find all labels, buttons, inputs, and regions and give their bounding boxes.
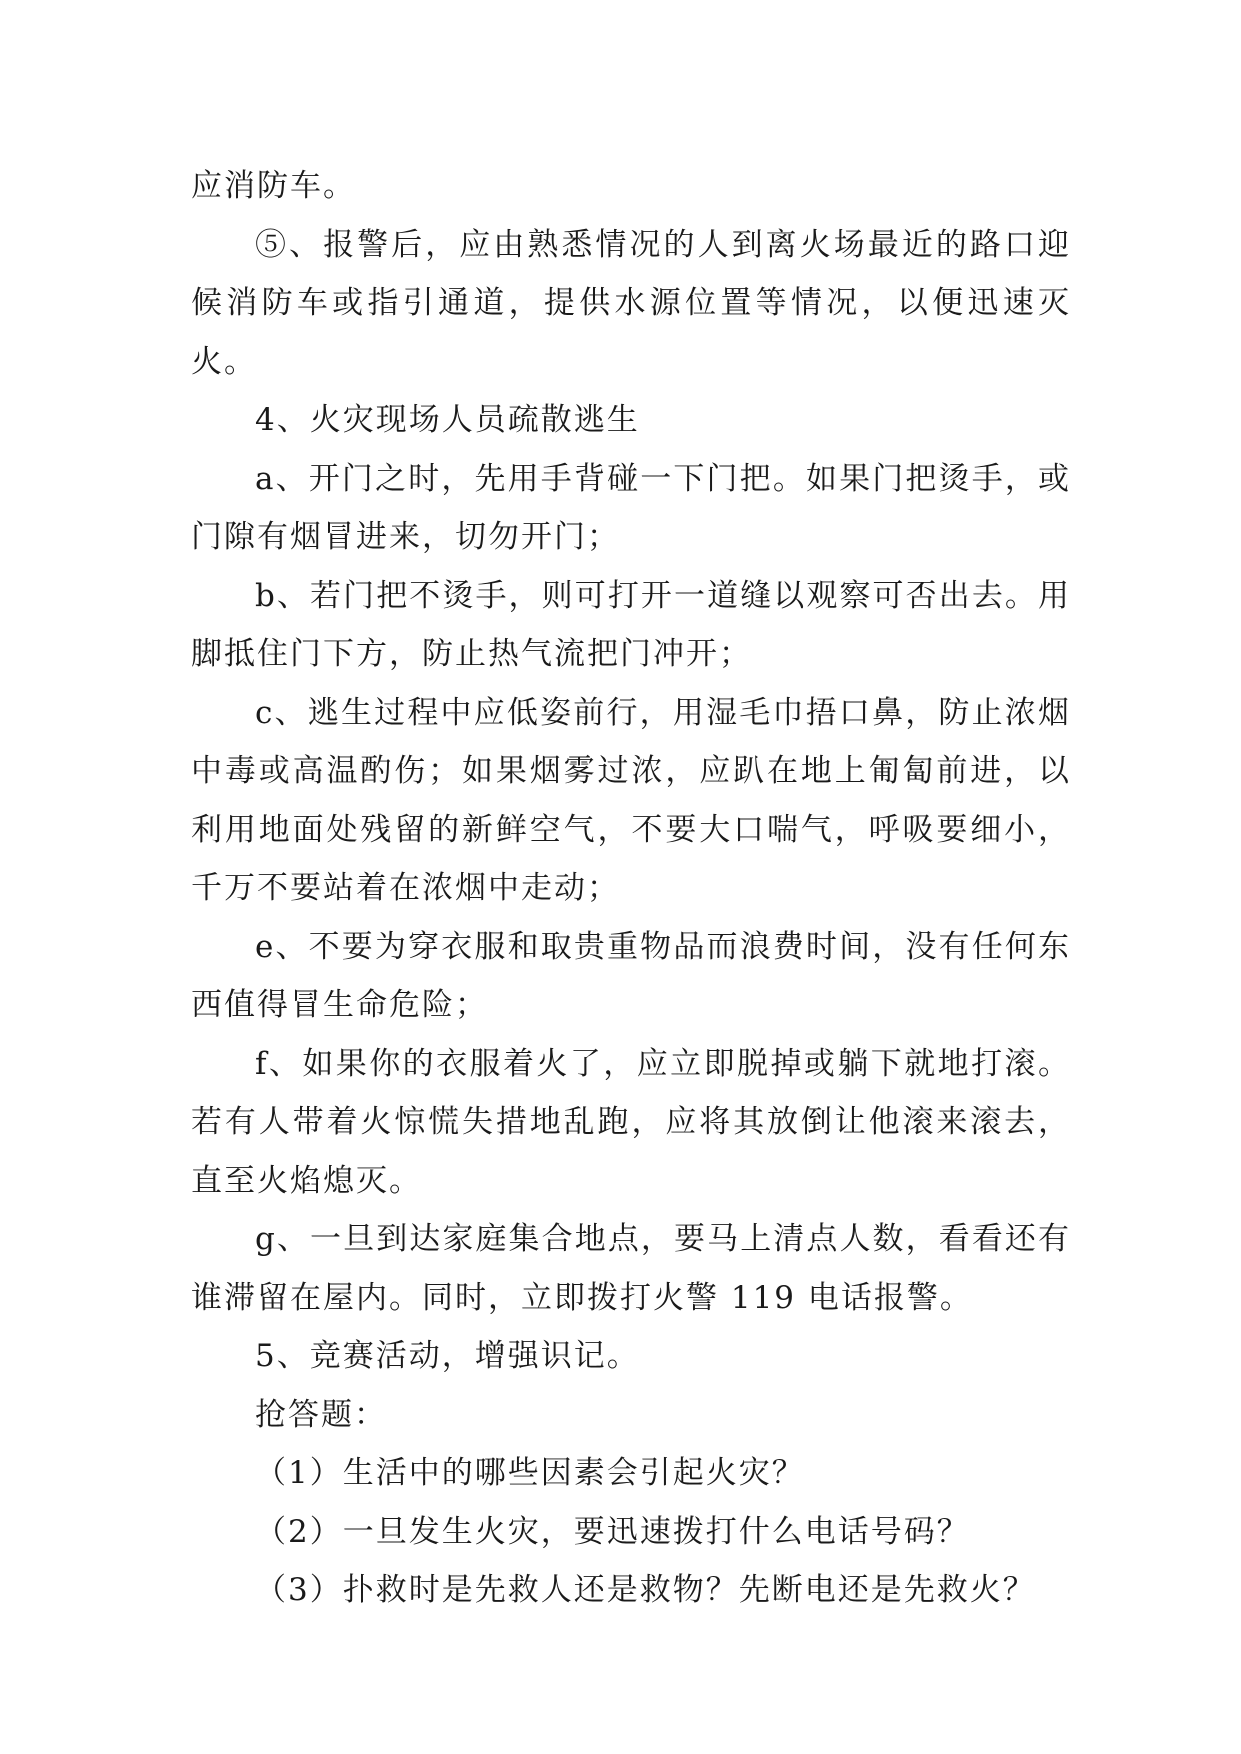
quiz-question-2: （2）一旦发生火灾，要迅速拨打什么电话号码？	[255, 1513, 970, 1550]
document-body	[191, 157, 1071, 1620]
section-heading-contest: 5、竞赛活动，增强识记。	[255, 1338, 640, 1374]
paragraph-item-a: a、开门之时，先用手背碰一下门把。如果门把烫手，或门隙有烟冒进来，切勿开门；	[191, 460, 1071, 555]
quiz-question-3: （3）扑救时是先救人还是救物？先断电还是先救火？	[255, 1572, 1036, 1608]
quiz-question-1: （1）生活中的哪些因素会引起火灾？	[255, 1455, 805, 1491]
paragraph-item-f: f、如果你的衣服着火了，应立即脱掉或躺下就地打滚。若有人带着火惊慌失措地乱跑，应将其放倒让他滚来滚去，直至火焰熄灭。	[191, 1045, 1071, 1199]
paragraph-item-e: e、不要为穿衣服和取贵重物品而浪费时间，没有任何东西值得冒生命危险；	[191, 928, 1071, 1023]
section-heading-evacuation: 4、火灾现场人员疏散逃生	[255, 402, 640, 438]
paragraph-step-5: ⑤、报警后，应由熟悉情况的人到离火场最近的路口迎候消防车或指引通道，提供水源位置等情况，以便迅速灭火。	[191, 226, 1071, 380]
paragraph-item-b: b、若门把不烫手，则可打开一道缝以观察可否出去。用脚抵住门下方，防止热气流把门冲开；	[191, 577, 1071, 672]
paragraph-continuation: 应消防车。	[191, 168, 356, 204]
quiz-heading: 抢答题：	[255, 1396, 387, 1433]
paragraph-item-c: c、逃生过程中应低姿前行，用湿毛巾捂口鼻，防止浓烟中毒或高温酌伤；如果烟雾过浓，应趴在地上匍匐前进，以利用地面处残留的新鲜空气，不要大口喘气，呼吸要细小，千万不要站着在浓烟中走动；	[191, 694, 1071, 906]
paragraph-item-g: g、一旦到达家庭集合地点，要马上清点人数，看看还有谁滞留在屋内。同时，立即拨打火警 119 电话报警。	[191, 1221, 1071, 1316]
